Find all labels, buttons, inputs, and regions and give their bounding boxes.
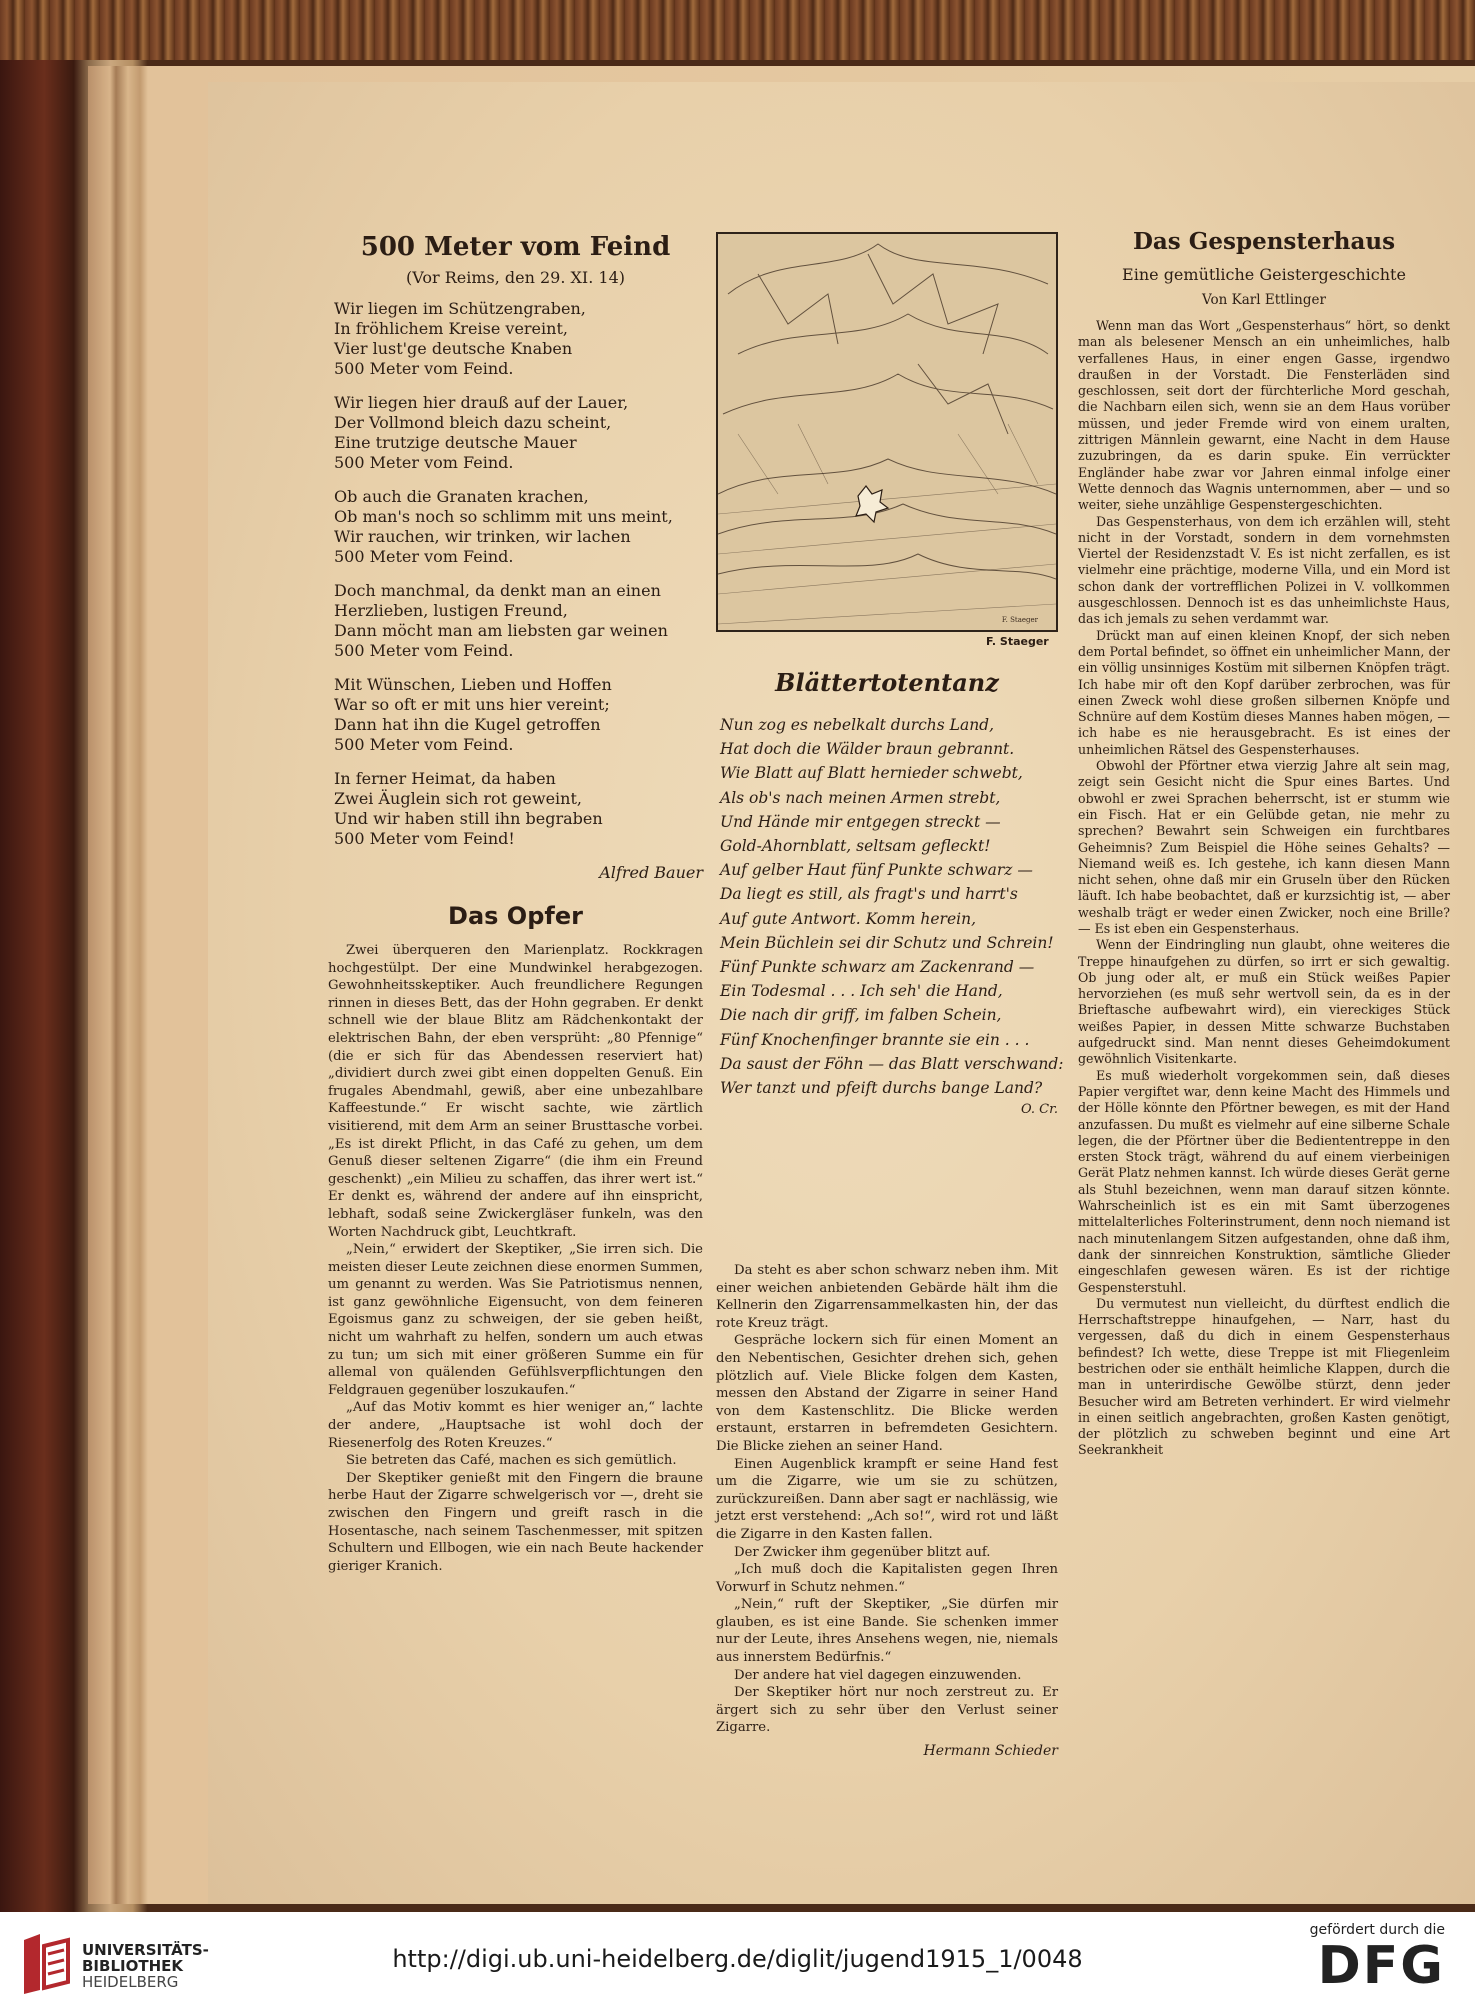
magazine-page <box>208 82 1475 1904</box>
story2-paragraph: Wenn man das Wort „Gespensterhaus“ hört, so denkt man als belesener Mensch an ein unheimliches, halb verfallenes Haus, in einer engen Gasse, irgendwo draußen in der Vorstadt. Die Fensterläden sind geschlossen, seit dort der fürchterliche Mord geschah, die Nachbarn eilen sich, wenn sie an dem Haus vorüber müssen, und jeder Fremde wird von einem uralten, zittrigen Männlein gewarnt, eine Nacht in dem Hause zuzubringen, da es darin spuke. Ein verrückter Engländer habe zwar vor Jahren einmal infolge einer Wette dennoch das Wagnis unternommen, aber — und so weiter, siehe unzählige Gespenstergeschichten. <box>1078 318 1450 513</box>
poem2-line: Auf gute Antwort. Komm herein, <box>720 909 976 928</box>
story2-paragraph: Es muß wiederholt vorgekommen sein, daß dieses Papier vergiftet war, denn keine Macht des Himmels und der Hölle könnte den Pförtner bewegen, es mit der Hand anzufassen. Du mußt es vielmehr auf eine silberne Schale legen, die der Pförtner über die Bediententreppe in den ersten Stock trägt, während du auf einem vierbeinigen Gerät Platz nehmen kannst. Ich würde dieses Gerät gerne als Stuhl bezeichnen, wenn man darauf sitzen könnte. Wahrscheinlich ist es ein mit Samt überzogenes mittelalterliches Folterinstrument, denn noch niemand ist nach minutenlangem Sitzen aufgestanden, ohne daß ihm, dank der sinnreichen Konstruktion, sämtliche Glieder eingeschlafen gewesen wären. Es ist der richtige Gespensterstuhl. <box>1078 1067 1450 1295</box>
story1-paragraph: Der Zwicker ihm gegenüber blitzt auf. <box>734 1544 991 1560</box>
svg-text:F. Staeger: F. Staeger <box>1001 616 1038 624</box>
story1-paragraph: Der Skeptiker genießt mit den Fingern die braune herbe Haut der Zigarre schwelgerisch vor —, dreht sie zwischen den Fingern und greift rasch in die Hosentasche, nach seinem Taschenmesser, mit spitzen Schultern und Ellbogen, wie ein nach Beute hackender gieriger Kranich. <box>328 1470 703 1574</box>
story1-paragraph: Der Skeptiker hört nur noch zerstreut zu. Er ärgert sich zu sehr über den Verlust seiner Zigarre. <box>716 1685 1058 1736</box>
dfg-caption: gefördert durch die <box>1309 1922 1445 1938</box>
ub-line1: UNIVERSITÄTS- <box>82 1941 209 1959</box>
story1-paragraph: Einen Augenblick krampft er seine Hand fest um die Zigarre, wie um sie zu schützen, zurückzureißen. Dann aber sagt er nachlässig, wie jetzt erst verstehend: „Ach so!“, wird rot und läßt die Zigarre in den Kasten fallen. <box>716 1456 1058 1542</box>
poem1-stanza <box>334 675 703 755</box>
poem1-title: 500 Meter vom Feind <box>360 232 671 262</box>
poem1-line: Dann möcht man am liebsten gar weinen <box>334 621 668 640</box>
story1-continued <box>716 1262 1058 1759</box>
poem2-block <box>716 654 1064 1118</box>
story1-paragraph: „Auf das Motiv kommt es hier weniger an,“ lachte der andere, „Hauptsache ist wohl doch der Riesenerfolg des Roten Kreuzes.“ <box>328 1400 703 1451</box>
story1-paragraph: „Nein,“ erwidert der Skeptiker, „Sie irren sich. Die meisten dieser Leute zeichnen diese enormen Summen, um genannt zu werden. Was Sie Patriotismus nennen, ist ganz gewöhnliche Eigensucht, von dem feineren Egoismus ganz zu schweigen, der sie geben heißt, nicht um wahrhaft zu helfen, sondern um auch etwas zu tun; um sich mit einer größeren Summe ein für allemal von quälenden Gefühlsverpflichtungen den Feldgrauen gegenüber loszukaufen.“ <box>328 1242 703 1398</box>
poem1-line: Mit Wünschen, Lieben und Hoffen <box>334 675 612 694</box>
story1-paragraph: „Ich muß doch die Kapitalisten gegen Ihren Vorwurf in Schutz nehmen.“ <box>716 1562 1058 1595</box>
column-left <box>328 232 703 1575</box>
story1-paragraph: Der andere hat viel dagegen einzuwenden. <box>734 1667 1022 1683</box>
poem1-line: Wir liegen im Schützengraben, <box>334 299 586 318</box>
story2-paragraph: Drückt man auf einen kleinen Knopf, der sich neben dem Portal befindet, so öffnet ein unheimlicher Mann, der ein völlig unsinniges Kostüm mit silbernen Knöpfen trägt. Ich habe mir oft den Kopf darüber zerbrochen, was für einen Zweck wohl diese großen silbernen Knöpfe und Schnüre auf dem Kostüm dieses Mannes haben mögen, — ich habe es nie herausgebracht. Es ist eines der unheimlichen Rätsel des Gespensterhauses. <box>1078 627 1450 757</box>
story2-subtitle: Eine gemütliche Geistergeschichte <box>1122 265 1406 284</box>
book-cover-edge <box>0 0 1475 60</box>
poem2-line: Mein Büchlein sei dir Schutz und Schrein! <box>720 933 1054 952</box>
poem2-line: Wer tanzt und pfeift durchs bange Land? <box>720 1079 1043 1098</box>
poem2-line: Fünf Knochenfinger brannte sie ein . . . <box>720 1030 1030 1049</box>
poem1-stanza <box>334 299 703 379</box>
story1-title: Das Opfer <box>448 902 583 930</box>
poem1-line: Wir rauchen, wir trinken, wir lachen <box>334 527 631 546</box>
poem1-subtitle: (Vor Reims, den 29. XI. 14) <box>406 268 625 287</box>
story2-paragraph: Wenn der Eindringling nun glaubt, ohne weiteres die Treppe hinaufgehen zu dürfen, so irrt er sich gewaltig. Ob jung oder alt, er muß ein Stück weißes Papier hervorziehen (es muß sehr wertvoll sein, da es in der Brieftasche aufbewahrt wird), ein viereckiges Stück weißes Papier, in dessen Mitte schwarze Buchstaben aufgedruckt sind. Man nennt dieses Geheimdokument gewöhnlich Visitenkarte. <box>1078 937 1450 1067</box>
poem1-line: Wir liegen hier drauß auf der Lauer, <box>334 393 629 412</box>
poem2-line: Die nach dir griff, im falben Schein, <box>720 1006 1002 1025</box>
illustration-credit: F. Staeger <box>986 635 1049 648</box>
poem1-stanza <box>334 393 703 473</box>
poem2-line: Wie Blatt auf Blatt hernieder schwebt, <box>720 764 1023 783</box>
poem2-line: Als ob's nach meinen Armen strebt, <box>720 788 1001 807</box>
poem1-author: Alfred Bauer <box>599 863 703 882</box>
poem1-line: In ferner Heimat, da haben <box>334 769 556 788</box>
story1-text-col1 <box>328 942 703 1575</box>
dfg-wordmark: DFG <box>1317 1936 1445 1996</box>
column-right <box>1078 228 1450 1459</box>
story2-paragraph: Obwohl der Pförtner etwa vierzig Jahre alt sein mag, zeigt sein Gesicht nicht die Spur eines Bartes. Und obwohl er zwei Sprachen beherrscht, ist er stumm wie ein Fisch. Hat er ein Gelübde getan, nie mehr zu sprechen? Bewahrt sein Schweigen ein furchtbares Geheimnis? Zum Beispiel die Höhe seines Gehalts? — Niemand weiß es. Ich gestehe, ich kann diesen Mann nicht sehen, ohne daß mir ein Gruseln über den Rücken läuft. Ich habe beobachtet, daß er kurzsichtig ist, — aber weshalb trägt er weder einen Zwicker, noch eine Brille? — Es ist eben ein Gespensterhaus. <box>1078 758 1450 936</box>
story1-text-col2 <box>716 1262 1058 1737</box>
poem1-line: Vier lust'ge deutsche Knaben <box>334 339 573 358</box>
poem1-stanza <box>334 487 703 567</box>
story2-text <box>1078 318 1450 1459</box>
poem1-line: Ob auch die Granaten krachen, <box>334 487 589 506</box>
poem1-line: Dann hat ihn die Kugel getroffen <box>334 715 601 734</box>
poem1-line: Und wir haben still ihn begraben <box>334 809 603 828</box>
poem1-line: Zwei Äuglein sich rot geweint, <box>334 789 582 808</box>
ub-line2: BIBLIOTHEK <box>82 1957 183 1975</box>
poem2-line: Da saust der Föhn — das Blatt verschwand: <box>720 1054 1064 1073</box>
story1-author: Hermann Schieder <box>923 1743 1058 1760</box>
ub-line3: HEIDELBERG <box>82 1973 179 1991</box>
story2-byline: Von Karl Ettlinger <box>1202 292 1326 308</box>
story1-paragraph: Da steht es aber schon schwarz neben ihm. Mit einer weichen anbietenden Gebärde hält ihm die Kellnerin den Zigarrensammelkasten hin, der das rote Kreuz trägt. <box>716 1263 1058 1331</box>
poem1-line: In fröhlichem Kreise vereint, <box>334 319 568 338</box>
poem2-line: Hat doch die Wälder braun gebrannt. <box>720 740 1015 759</box>
poem1-stanza <box>334 769 703 849</box>
source-url-link[interactable]: http://digi.ub.uni-heidelberg.de/diglit/jugend1915_1/0048 <box>392 1945 1083 1973</box>
illustration-drawing <box>718 234 1056 630</box>
poem2-line: Da liegt es still, als fragt's und harrt's <box>720 885 1018 904</box>
story1-paragraph: Zwei überqueren den Marienplatz. Rockkragen hochgestülpt. Der eine Mundwinkel herabgezogen. Gewohnheitsskeptiker. Auch freundlichere Regungen rinnen in dieses Bett, das der Hohn gegraben. Er denkt schnell wie der blaue Blitz am Rädchenkontakt der elektrischen Bahn, der eben versprüht: „80 Pfennige“ (die er sich für das Abendessen reserviert hat) „dividiert durch zwei gibt einen doppelten Genuß. Ein frugales Abendmahl, gewiß, aber eine unbezahlbare Kaffeestunde.“ Er wischt sachte, wie zärtlich visitierend, mit dem Arm an seiner Brusttasche vorbei. „Es ist direkt Pflicht, in das Café zu gehen, um dem Genuß dieser seltenen Zigarre“ (die ihm ein Freund geschenkt) „ein Milieu zu schaffen, das ihrer wert ist.“ Er denkt es, während der andere auf ihn einspricht, lebhaft, sodaß seine Zwickergläser funkeln, was den Worten Nachdruck gibt, Leuchtkraft. <box>328 943 703 1240</box>
poem1-stanzas <box>328 299 703 849</box>
poem1-line: Doch manchmal, da denkt man an einen <box>334 581 661 600</box>
poem2-lines <box>716 713 1064 1100</box>
dfg-logo[interactable] <box>1285 1922 1445 2008</box>
story2-title: Das Gespensterhaus <box>1132 228 1396 255</box>
poem1-line: Der Vollmond bleich dazu scheint, <box>334 413 612 432</box>
poem2-line: Und Hände mir entgegen streckt — <box>720 812 1001 831</box>
poem1-line: 500 Meter vom Feind. <box>334 735 514 754</box>
poem2-line: Gold-Ahornblatt, seltsam gefleckt! <box>720 837 991 856</box>
poem1-line: 500 Meter vom Feind. <box>334 359 514 378</box>
story1-paragraph: „Nein,“ ruft der Skeptiker, „Sie dürfen mir glauben, es ist eine Bande. Sie schenken immer nur der Leute, ihres Ansehens wegen, nie, niemals aus innerstem Bedürfnis.“ <box>716 1597 1058 1666</box>
poem2-title: Blättertotentanz <box>775 668 999 697</box>
poem2-line: Nun zog es nebelkalt durchs Land, <box>720 716 995 734</box>
story2-paragraph: Das Gespensterhaus, von dem ich erzählen will, steht nicht in der Vorstadt, sondern in dem vornehmsten Viertel der Residenzstadt V. Es ist nicht zerfallen, es ist vielmehr eine prächtige, moderne Villa, und ein Mord ist schon dank der vortrefflichen Polizei in V. vollkommen ausgeschlossen. Dennoch ist es das unheimlichste Haus, das ich jemals zu sehen verdammt war. <box>1078 513 1450 627</box>
viewer-footer <box>0 1912 1475 2015</box>
story1-paragraph: Gespräche lockern sich für einen Moment an den Nebentischen, Gesichter drehen sich, gehen plötzlich auf. Viele Blicke folgen dem Kasten, messen den Abstand der Zigarre in seiner Hand von dem Kastenschlitz. Die Blicke werden erstaunt, erstarren in befremdeten Gesichtern. Die Blicke ziehen an seiner Hand. <box>716 1333 1058 1454</box>
poem1-line: 500 Meter vom Feind. <box>334 547 514 566</box>
poem1-stanza <box>334 581 703 661</box>
poem2-author: O. Cr. <box>1020 1102 1058 1118</box>
poem1-line: War so oft er mit uns hier vereint; <box>334 695 610 714</box>
poem1-line: Herzlieben, lustigen Freund, <box>334 601 568 620</box>
poem1-line: 500 Meter vom Feind! <box>334 829 515 848</box>
poem2-line: Fünf Punkte schwarz am Zackenrand — <box>720 958 1035 977</box>
story1-paragraph: Sie betreten das Café, machen es sich gemütlich. <box>346 1453 677 1469</box>
poem2-line: Ein Todesmal . . . Ich seh' die Hand, <box>720 982 1003 1001</box>
poem2-line: Auf gelber Haut fünf Punkte schwarz — <box>720 861 1033 880</box>
poem1-line: 500 Meter vom Feind. <box>334 453 514 472</box>
illustration-leaves <box>716 232 1058 632</box>
poem1-line: 500 Meter vom Feind. <box>334 641 514 660</box>
story2-paragraph: Du vermutest nun vielleicht, du dürftest endlich die Herrschaftstreppe hinaufgehen, — Narr, hast du vergessen, daß du dich in einem Gespensterhaus befindest? Ich wette, diese Treppe ist mit Fliegenleim bestrichen oder sie enthält heimliche Klappen, durch die man in unterirdische Gewölbe stürzt, denn jeder Besucher wird am Betreten verhindert. Er wird vielmehr in einen seitlich angebrachten, großen Kasten genötigt, der plötzlich zu schweben beginnt und eine Art Seekrankheit <box>1078 1295 1450 1458</box>
poem1-line: Eine trutzige deutsche Mauer <box>334 433 577 452</box>
poem1-line: Ob man's noch so schlimm mit uns meint, <box>334 507 673 526</box>
